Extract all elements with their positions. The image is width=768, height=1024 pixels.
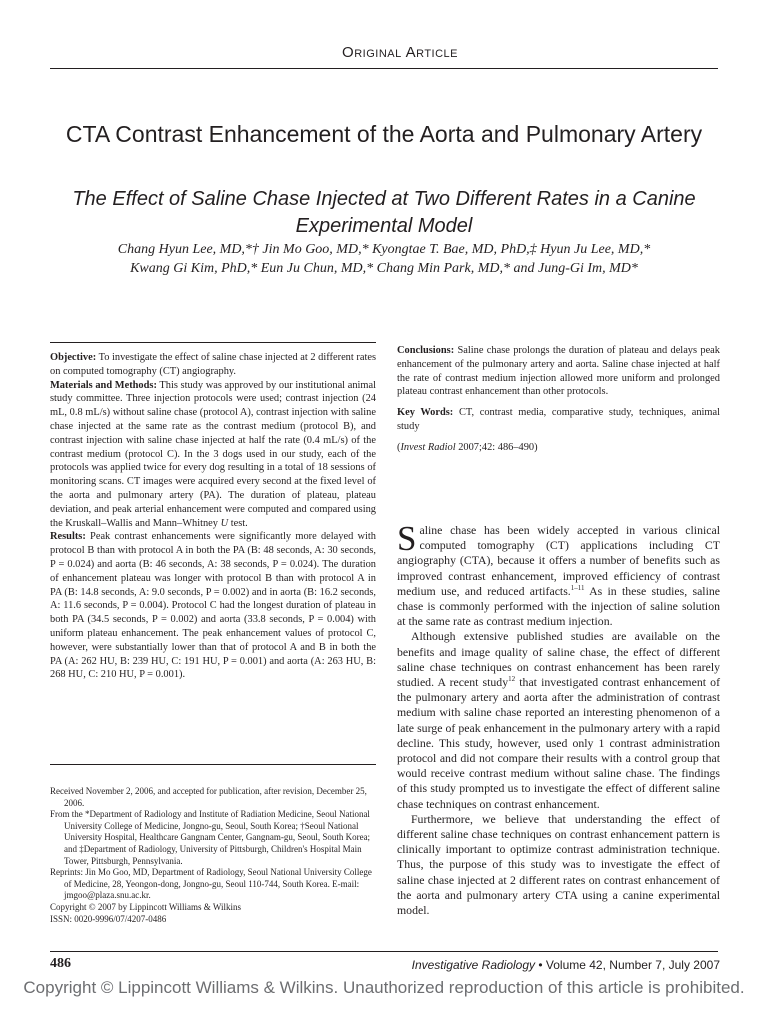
issue-info: • Volume 42, Number 7, July 2007 — [535, 958, 720, 972]
header-rule — [50, 68, 718, 69]
copyright-banner: Copyright © Lippincott Williams & Wilkins. Unauthorized reproduction of this article is prohibited. — [23, 978, 745, 997]
author-list — [50, 240, 718, 278]
body-paragraph-2 — [397, 629, 720, 811]
footnote-received: Received November 2, 2006, and accepted for publication, after revision, December 25, 2006. — [50, 786, 367, 808]
p2-text-b: that investigated contrast enhancement of the pulmonary artery and aorta after the administration of contrast medium with saline chase reported an interesting phenomenon of a late surge of peak enhancement in the pulmonary artery with a rapid decline. This study, however, used only 1 contrast administration protocol and did not compare their results with a control group that would receive contrast medium without saline chase. The findings of this study prompted us to investigate the effect of different saline chase techniques on contrast enhancement. — [397, 675, 721, 811]
objective-label: Objective: — [50, 352, 97, 363]
journal-name: Investigative Radiology — [411, 958, 536, 972]
article-title: CTA Contrast Enhancement of the Aorta and Pulmonary Artery — [65, 121, 703, 147]
footnote-issn: ISSN: 0020-9996/07/4207-0486 — [50, 913, 167, 924]
citation-rest: 2007;42: 486–490 — [458, 441, 535, 453]
abstract-results — [50, 530, 376, 682]
body-paragraph-1 — [397, 519, 720, 629]
conclusions-text: Saline chase prolongs the duration of plateau and delays peak enhancement of the pulmonary artery and aorta. Saline chase injected at half the rate of contrast medium injection allowed more uniform and prolonged plateau contrast enhancement than other protocols. — [397, 345, 720, 398]
methods-label: Materials and Methods: — [50, 379, 157, 391]
citation-journal: Invest Radiol — [400, 441, 456, 453]
footer-rule — [50, 951, 718, 952]
results-label: Results: — [50, 531, 86, 543]
keywords-text: CT, contrast media, comparative study, techniques, animal study — [397, 407, 720, 432]
dropcap: S — [397, 519, 417, 558]
p1-text-a: aline chase has been widely accepted in various clinical computed tomography (CT) applications including CT angiography (CTA), because it offers a number of benefits such as improved contrast enhancement, improved efficiency of contrast medium use, and reduced artifacts. — [397, 523, 720, 598]
methods-text-end: test. — [230, 517, 248, 529]
abstract-left — [50, 342, 376, 682]
p1-ref[interactable]: 1–11 — [570, 583, 585, 592]
abstract-end-rule — [50, 764, 376, 765]
p1-text-b: As in these studies, saline chase is commonly performed with the injection of saline solution at the same rate as contrast medium injection. — [397, 583, 720, 629]
methods-u: U — [220, 517, 229, 529]
page-number: 486 — [50, 956, 71, 971]
abstract-objective — [50, 351, 376, 379]
keywords-label: Key Words: — [397, 407, 454, 419]
abstract-keywords — [397, 406, 720, 434]
conclusions-label: Conclusions: — [397, 345, 455, 356]
journal-info — [412, 958, 720, 972]
article-subtitle: The Effect of Saline Chase Injected at Two Different Rates in a Canine Experimental Model — [72, 188, 696, 237]
authors-line-2: Kwang Gi Kim, PhD,* Eun Ju Chun, MD,* Chang Min Park, MD,* and Jung-Gi Im, MD* — [130, 261, 638, 276]
abstract-conclusions — [397, 344, 720, 399]
body-paragraph-3: Furthermore, we believe that understanding the effect of different saline chase techniques on contrast enhancement pattern is clinically important to optimize contrast administration technique. Thus, the purpose of this study was to investigate the effect of saline chase injected at 2 different rates on contrast enhancement of the aorta and pulmonary artery CTA using a canine experimental model. — [397, 811, 720, 918]
abstract-methods — [50, 379, 376, 531]
p2-ref[interactable]: 12 — [508, 675, 516, 684]
footnote-reprints: Reprints: Jin Mo Goo, MD, Department of Radiology, Seoul National University College of Medicine, 28, Yeongon-dong, Jongno-gu, Seoul 110-744, South Korea. E-mail: jmgoo@plaza.snu.ac.kr. — [50, 867, 372, 901]
objective-text: To investigate the effect of saline chase injected at 2 different rates on computed tomography (CT) angiography. — [50, 352, 376, 377]
footnotes — [50, 786, 376, 925]
abstract-right — [397, 344, 720, 462]
section-label: Original Article — [342, 44, 458, 61]
results-text: Peak contrast enhancements were significantly more delayed with protocol B than with protocol A in both the PA (B: 48 seconds, A: 30 seconds, P = 0.024) and aorta (B: 46 seconds, A: 38 seconds, P = 0.024). The duration of enhancement plateau was longer with protocol B than with protocol A in PA (B: 14.8 seconds, A: 9.0 seconds, P = 0.002) and in aorta (B: 16.2 seconds, A: 11.6 seconds, P = 0.004). Protocol C had the longest duration of plateau in both PA (34.5 seconds, P = 0.002) and aorta (33.8 seconds, P = 0.004) with uniform plateau enhancement. The peak enhancement values of protocol C, however, were substantially lower than that of protocol A and B in both the PA (A: 262 HU, B: 239 HU, C: 191 HU, P = 0.001) and aorta (A: 263 HU, B: 268 HU, C: 210 HU, P = 0.001). — [50, 531, 376, 681]
authors-line-1: Chang Hyun Lee, MD,*† Jin Mo Goo, MD,* Kyongtae T. Bae, MD, PhD,‡ Hyun Ju Lee, MD,* — [117, 242, 651, 257]
body-text — [397, 519, 721, 918]
abstract-citation: (Invest Radiol 2007;42: 486–490) — [397, 441, 538, 453]
footnote-affiliations: From the *Department of Radiology and Institute of Radiation Medicine, Seoul National University College of Medicine, Jongno-gu, Seoul, South Korea; †Seoul National University Hospital, Healthcare Gangnam Center, Gangnam-gu, Seoul, South Korea; and ‡Department of Radiology, University of Pittsburgh, Children's Hospital Main Tower, Pittsburgh, Pennsylvania. — [50, 809, 371, 866]
p2-text-a: Although extensive published studies are available on the benefits and image quality of saline chase, the effect of different saline chase techniques on contrast enhancement has been rarely studied. A recent study — [397, 629, 720, 690]
footnote-copyright: Copyright © 2007 by Lippincott Williams & Wilkins — [50, 901, 242, 912]
methods-text: This study was approved by our institutional animal study committee. Three injection protocols were used; contrast injection (24 mL, 0.8 mL/s) without saline chase (protocol A), contrast injection with saline chase injected at the same rate as the contrast medium (protocol B), and contrast injection with saline chase injected at half the rate (0.4 mL/s) of the contrast medium (protocol C). In the 3 dogs used in our study, each of the protocols was applied twice for every dog resulting in a total of 18 sessions of monitoring scans. CT images were acquired every second at the fixed level of the aorta and pulmonary artery (PA). The duration of plateau, plateau deviation, and peak arterial enhancement were computed and compared using the Kruskall–Wallis and Mann–Whitney — [50, 379, 376, 529]
